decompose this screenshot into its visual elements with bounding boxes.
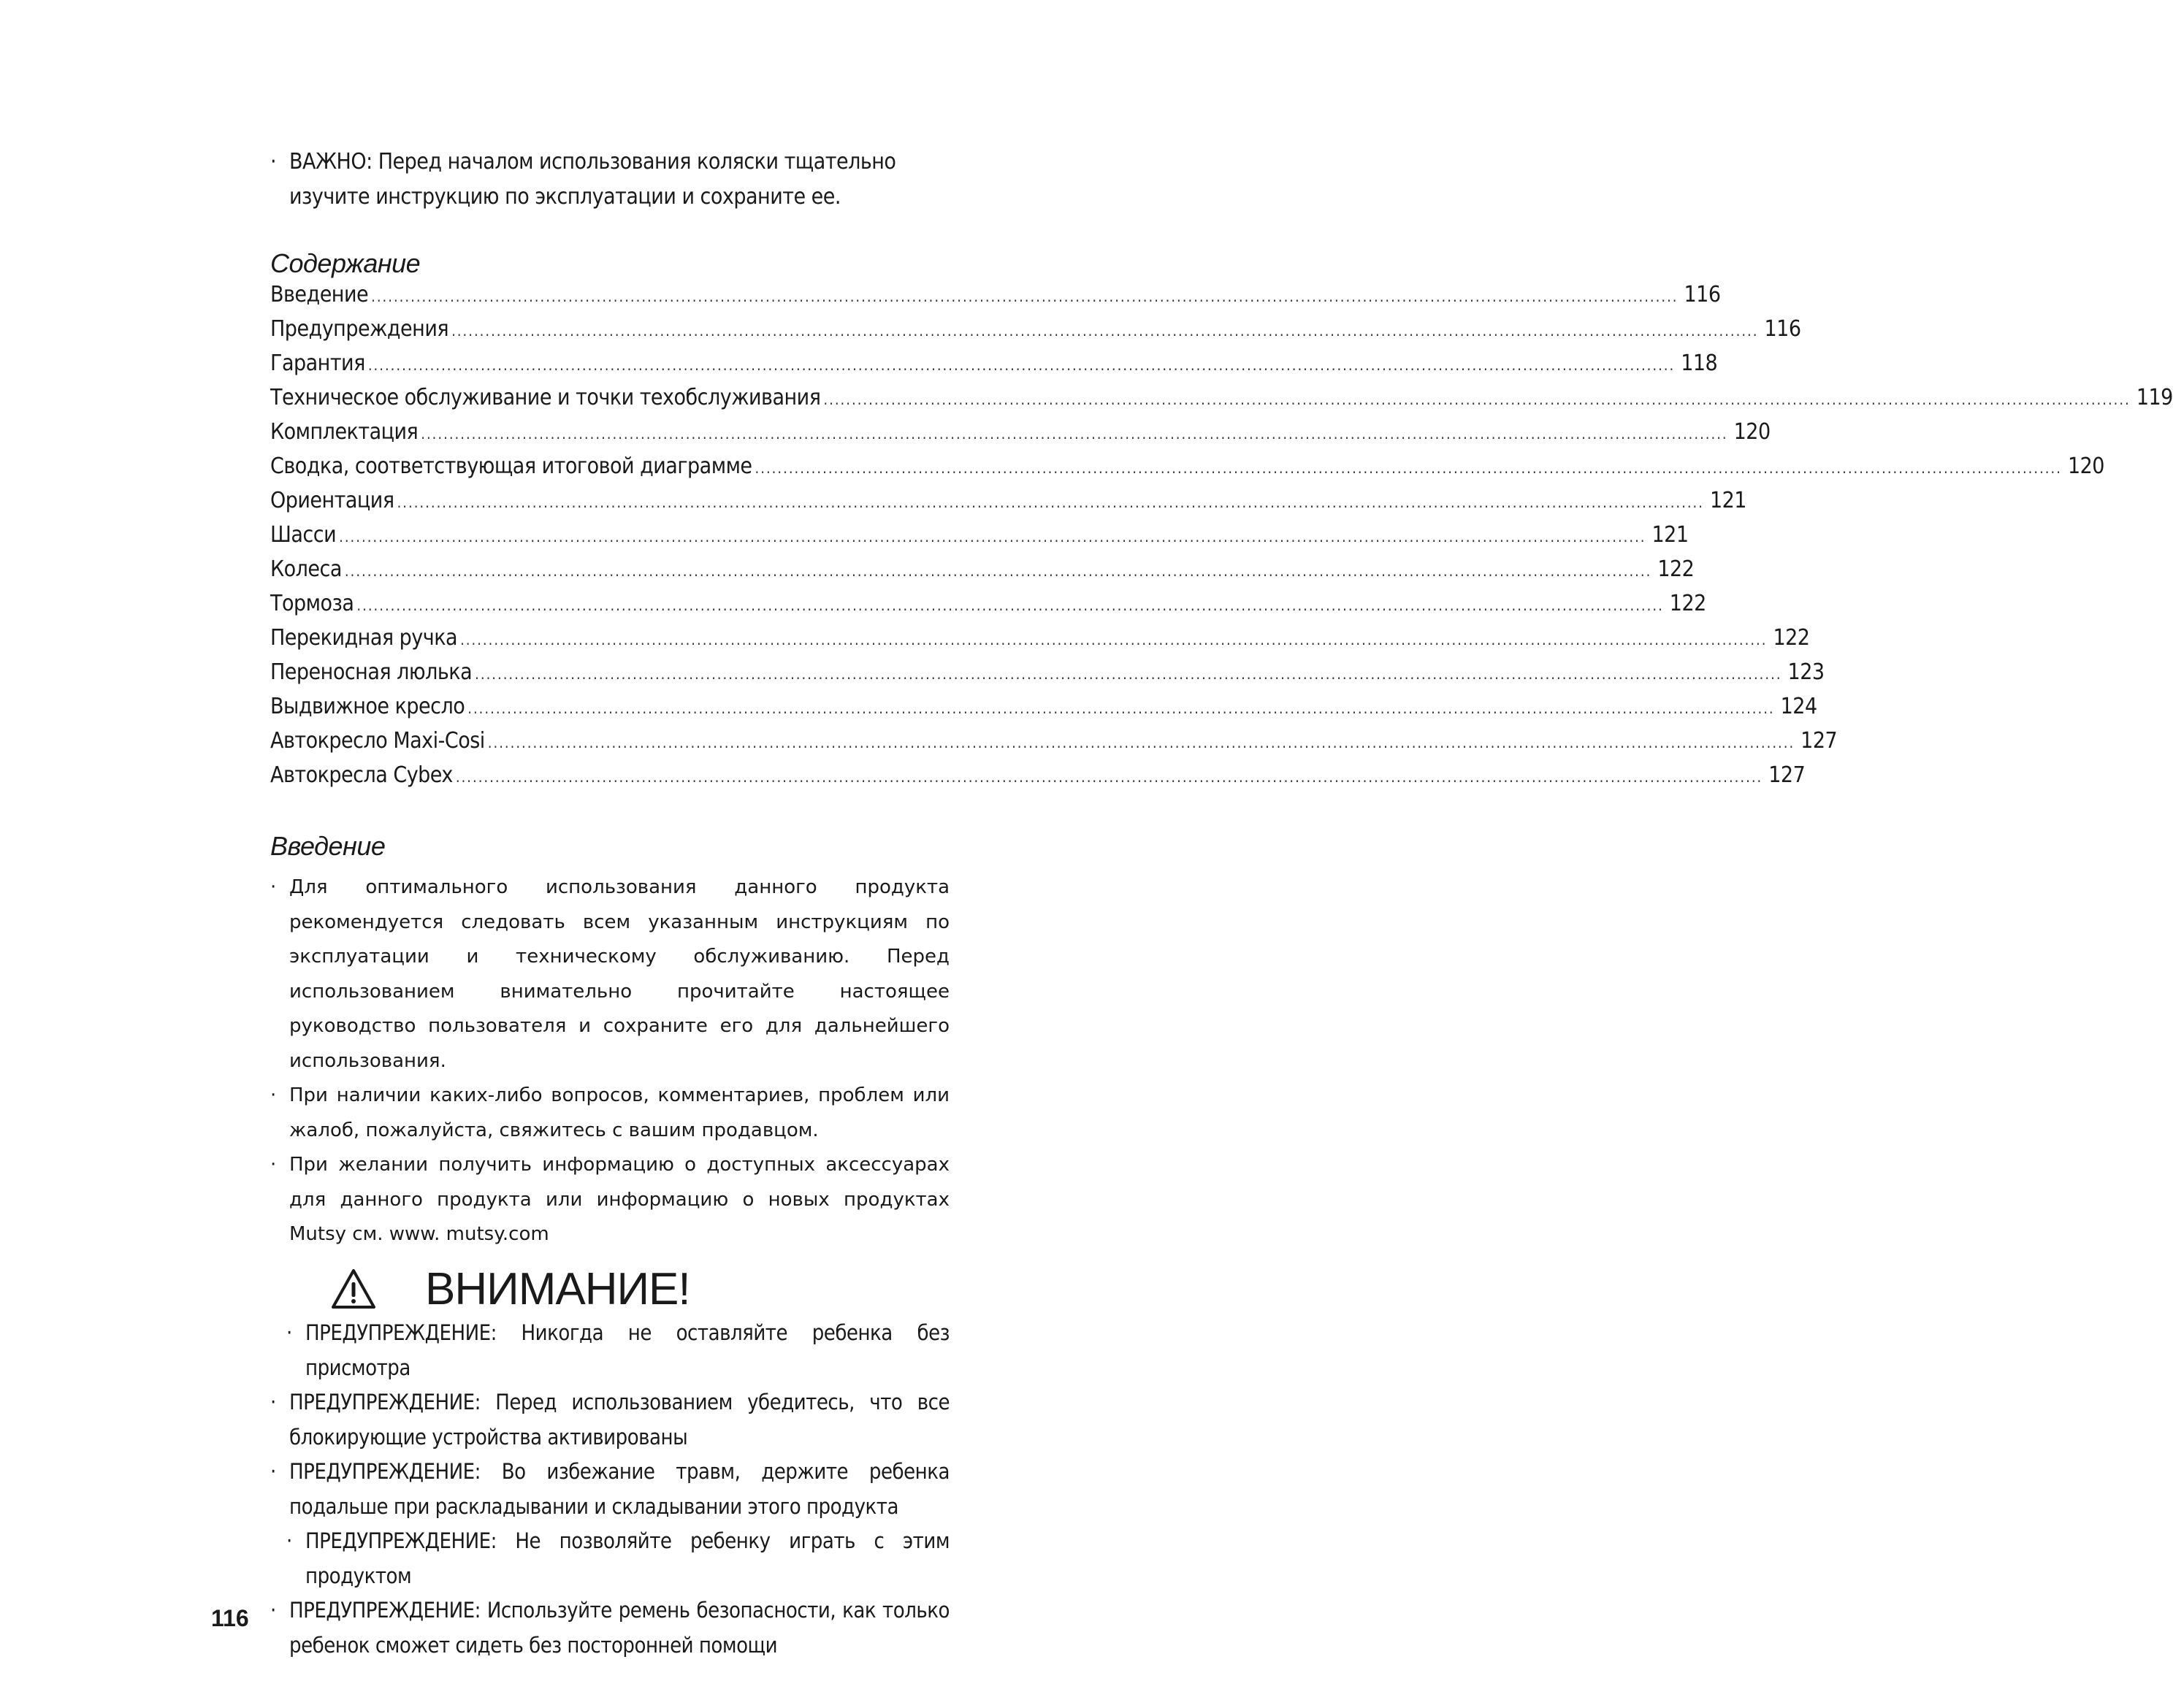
toc-entry-page: 116 — [1684, 282, 1721, 307]
toc-entry-title: Предупреждения — [270, 316, 449, 342]
bullet-dot: · — [270, 149, 277, 175]
bullet-dot: · — [286, 1320, 292, 1345]
toc-leader-dots — [397, 494, 1704, 511]
toc-entry-page: 122 — [1657, 556, 1695, 582]
toc-entry-page: 121 — [1709, 488, 1746, 513]
toc-entry — [270, 694, 1817, 728]
bullet-dot: · — [270, 876, 277, 898]
important-note — [270, 145, 950, 215]
toc-leader-dots — [488, 734, 1795, 751]
toc-leader-dots — [356, 597, 1663, 614]
warning-text: ПРЕДУПРЕЖДЕНИЕ: Не позволяйте ребенку играть с этим продуктом — [305, 1528, 950, 1588]
important-text: ВАЖНО: Перед началом использования коляски тщательно изучите инструкцию по эксплуатации и сохраните ее. — [289, 149, 896, 210]
intro-paragraph: Для оптимального использования данного продукта рекомендуется следовать всем указанным инструкциям по эксплуатации и техническому обслуживанию. Перед использованием внимательно прочитайте настоящее руководство пользователя и сохраните его для дальнейшего использования. — [289, 876, 950, 1072]
toc-entry-title: Автокресла Cybex — [270, 762, 453, 788]
bullet-dot: · — [286, 1528, 292, 1553]
warning-item — [270, 1524, 950, 1593]
toc-entry-title: Сводка, соответствующая итоговой диаграмме — [270, 453, 752, 479]
toc-leader-dots — [451, 322, 1758, 340]
toc-entry-page: 120 — [2067, 453, 2104, 479]
intro-bullet-item — [270, 1148, 950, 1252]
toc-entry-title: Выдвижное кресло — [270, 694, 465, 719]
bullet-dot: · — [270, 1084, 277, 1106]
toc-entry — [270, 453, 2104, 488]
toc-entry-title: Колеса — [270, 556, 342, 582]
bullet-dot: · — [270, 1598, 276, 1623]
toc-entry-page: 122 — [1669, 591, 1706, 616]
warning-text: ПРЕДУПРЕЖДЕНИЕ: Никогда не оставляйте ребенка без присмотра — [305, 1320, 950, 1380]
toc-leader-dots — [456, 768, 1763, 786]
toc-entry — [270, 282, 1721, 316]
toc-entry-page: 116 — [1764, 316, 1801, 342]
toc-entry-title: Переносная люлька — [270, 659, 473, 685]
intro-paragraph: При наличии каких-либо вопросов, комментариев, проблем или жалоб, пожалуйста, свяжитесь с вашим продавцом. — [289, 1084, 950, 1141]
toc-entry — [270, 625, 1810, 659]
toc-entry-page: 124 — [1780, 694, 1817, 719]
warning-text: ПРЕДУПРЕЖДЕНИЕ: Используйте ремень безопасности, как только ребенок сможет сидеть без посторонней помощи — [289, 1598, 950, 1658]
toc-entry-title: Шасси — [270, 522, 337, 548]
toc-leader-dots — [475, 665, 1781, 683]
warning-triangle-icon — [330, 1268, 377, 1310]
bullet-dot: · — [270, 1459, 276, 1484]
toc-heading: Содержание — [270, 248, 421, 278]
warning-item — [270, 1455, 950, 1524]
toc-entry — [270, 762, 1806, 797]
warning-list — [270, 1316, 950, 1663]
toc-leader-dots — [339, 528, 1646, 545]
toc-entry — [270, 556, 1695, 591]
toc-entry-title: Введение — [270, 282, 369, 307]
toc-entry — [270, 385, 2173, 419]
bullet-dot: · — [270, 1390, 276, 1414]
toc-entry — [270, 659, 1825, 694]
toc-entry-page: 118 — [1681, 351, 1718, 376]
intro-heading: Введение — [270, 831, 386, 861]
toc-leader-dots — [467, 700, 1774, 717]
toc-entry-title: Автокресло Maxi-Cosi — [270, 728, 485, 754]
toc-entry-title: Комплектация — [270, 419, 419, 445]
toc-entry-title: Техническое обслуживание и точки техобслуживания — [270, 385, 821, 410]
toc-entry — [270, 316, 1801, 351]
intro-section — [270, 870, 950, 1252]
warning-text: ПРЕДУПРЕЖДЕНИЕ: Во избежание травм, держите ребенка подальше при раскладывании и складывании этого продукта — [289, 1459, 950, 1519]
toc-entry — [270, 419, 1771, 453]
page-number: 116 — [211, 1605, 249, 1631]
warning-text: ПРЕДУПРЕЖДЕНИЕ: Перед использованием убедитесь, что все блокирующие устройства активированы — [289, 1390, 950, 1449]
toc-entry — [270, 591, 1706, 625]
toc-entry-title: Перекидная ручка — [270, 625, 458, 651]
toc-leader-dots — [421, 425, 1727, 443]
toc-entry-page: 122 — [1773, 625, 1810, 651]
toc-entry — [270, 351, 1718, 385]
toc-entry-page: 121 — [1651, 522, 1689, 548]
bullet-dot: · — [270, 1154, 277, 1176]
intro-bullet-item — [270, 1079, 950, 1148]
toc-entry-page: 127 — [1768, 762, 1806, 788]
toc-leader-dots — [345, 562, 1651, 580]
intro-bullet-item — [270, 870, 950, 1079]
warning-title-block — [330, 1256, 690, 1322]
toc-entry-page: 119 — [2136, 385, 2173, 410]
warning-item — [270, 1316, 950, 1385]
toc-entry-page: 123 — [1787, 659, 1825, 685]
warning-item — [270, 1385, 950, 1455]
table-of-contents — [270, 282, 2173, 797]
toc-leader-dots — [460, 631, 1767, 648]
warning-title: ВНИМАНИЕ! — [425, 1263, 690, 1314]
toc-entry — [270, 522, 1689, 556]
toc-entry — [270, 728, 1838, 762]
toc-entry — [270, 488, 1746, 522]
intro-paragraph: При желании получить информацию о доступных аксессуарах для данного продукта или информацию о новых продуктах Mutsy см. www. mutsy.com — [289, 1154, 950, 1245]
toc-entry-title: Тормоза — [270, 591, 354, 616]
warning-item — [270, 1593, 950, 1663]
toc-leader-dots — [368, 356, 1675, 374]
toc-leader-dots — [371, 288, 1678, 305]
toc-entry-title: Гарантия — [270, 351, 365, 376]
toc-entry-page: 127 — [1800, 728, 1838, 754]
toc-entry-title: Ориентация — [270, 488, 394, 513]
important-bullet-item — [270, 145, 950, 215]
toc-leader-dots — [823, 391, 2130, 408]
toc-leader-dots — [755, 459, 2062, 477]
toc-entry-page: 120 — [1733, 419, 1771, 445]
